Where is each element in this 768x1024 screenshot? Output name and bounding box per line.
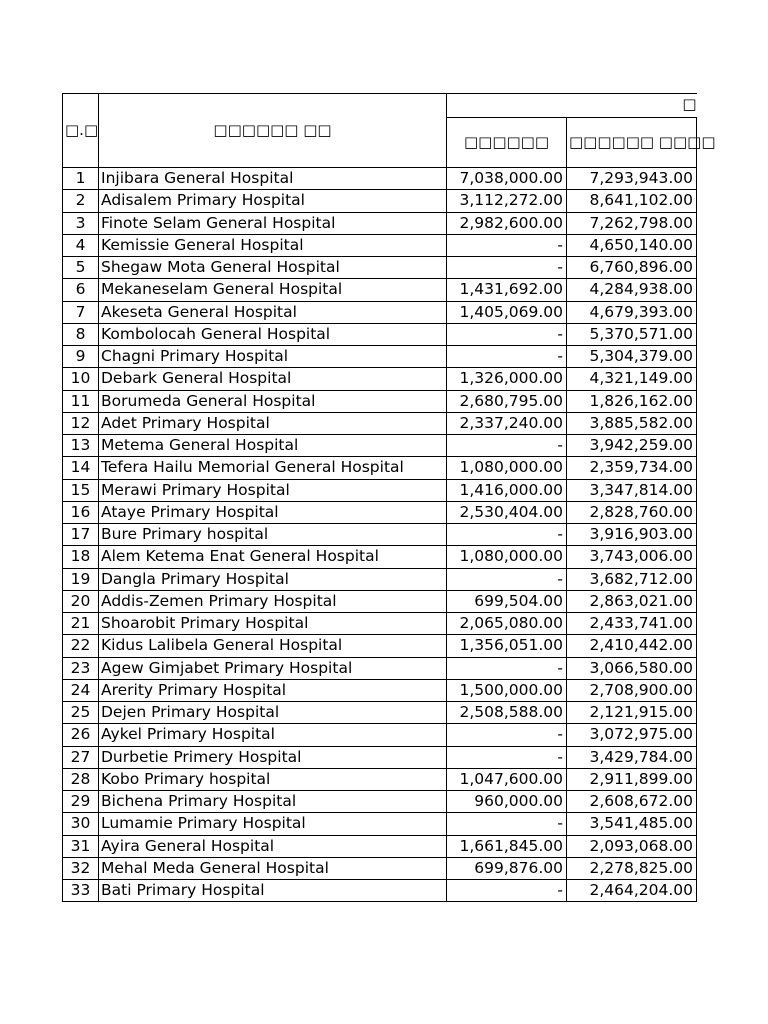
row-number-cell[interactable]: 21 xyxy=(63,613,99,635)
amount-col1-cell[interactable]: 1,500,000.00 xyxy=(447,679,567,701)
spreadsheet xyxy=(62,93,716,902)
amount-col1-cell[interactable]: - xyxy=(447,435,567,457)
amount-col2-cell[interactable]: 8,641,102.00 xyxy=(567,190,697,212)
table-row xyxy=(63,813,697,835)
amount-col2-cell[interactable]: 3,541,485.00 xyxy=(567,813,697,835)
table-row xyxy=(63,346,697,368)
table-row xyxy=(63,368,697,390)
amount-col2-cell[interactable]: 3,743,006.00 xyxy=(567,546,697,568)
amount-col2-cell[interactable]: 7,262,798.00 xyxy=(567,212,697,234)
amount-col2-cell[interactable]: 5,370,571.00 xyxy=(567,323,697,345)
row-number-cell[interactable]: 28 xyxy=(63,768,99,790)
row-number-cell[interactable]: 33 xyxy=(63,880,99,902)
hospital-name-cell[interactable]: Agew Gimjabet Primary Hospital xyxy=(99,657,447,679)
table-row xyxy=(63,457,697,479)
row-number-cell[interactable]: 32 xyxy=(63,857,99,879)
amount-col2-cell[interactable]: 4,650,140.00 xyxy=(567,234,697,256)
header-row-top xyxy=(63,94,697,118)
row-number-cell[interactable]: 14 xyxy=(63,457,99,479)
hospital-name-cell[interactable]: Dejen Primary Hospital xyxy=(99,702,447,724)
table-row xyxy=(63,212,697,234)
hospital-name-cell[interactable]: Mehal Meda General Hospital xyxy=(99,857,447,879)
hospital-name-cell[interactable]: Shoarobit Primary Hospital xyxy=(99,613,447,635)
table-row xyxy=(63,768,697,790)
amount-col1-cell[interactable]: 1,661,845.00 xyxy=(447,835,567,857)
amount-col2-cell[interactable]: 4,284,938.00 xyxy=(567,279,697,301)
row-number-cell[interactable]: 2 xyxy=(63,190,99,212)
amount-col1-cell[interactable]: 1,356,051.00 xyxy=(447,635,567,657)
row-number-cell[interactable]: 20 xyxy=(63,590,99,612)
hospital-name-cell[interactable]: Durbetie Primery Hospital xyxy=(99,746,447,768)
amount-col1-cell[interactable]: 7,038,000.00 xyxy=(447,168,567,190)
amount-col1-cell[interactable]: 699,876.00 xyxy=(447,857,567,879)
hospital-name-cell[interactable]: Adet Primary Hospital xyxy=(99,412,447,434)
hospital-name-cell[interactable]: Aykel Primary Hospital xyxy=(99,724,447,746)
hospital-name-cell[interactable]: Alem Ketema Enat General Hospital xyxy=(99,546,447,568)
hospital-name-cell[interactable]: Metema General Hospital xyxy=(99,435,447,457)
table-row xyxy=(63,702,697,724)
amount-col1-cell[interactable]: - xyxy=(447,880,567,902)
amount-col1-cell[interactable]: 1,326,000.00 xyxy=(447,368,567,390)
hospital-name-cell[interactable]: Debark General Hospital xyxy=(99,368,447,390)
row-number-cell[interactable]: 16 xyxy=(63,501,99,523)
hospital-name-cell[interactable]: Lumamie Primary Hospital xyxy=(99,813,447,835)
hospital-name-cell[interactable]: Addis-Zemen Primary Hospital xyxy=(99,590,447,612)
table-row xyxy=(63,679,697,701)
hospital-name-cell[interactable]: Bure Primary hospital xyxy=(99,524,447,546)
table-row xyxy=(63,390,697,412)
amount-col2-cell[interactable]: 2,359,734.00 xyxy=(567,457,697,479)
hospital-name-cell[interactable]: Akeseta General Hospital xyxy=(99,301,447,323)
table-row xyxy=(63,412,697,434)
hospital-name-cell[interactable]: Finote Selam General Hospital xyxy=(99,212,447,234)
table-row xyxy=(63,546,697,568)
amount-col1-cell[interactable]: - xyxy=(447,524,567,546)
hospital-name-cell[interactable]: Kemissie General Hospital xyxy=(99,234,447,256)
hospital-name-cell[interactable]: Adisalem Primary Hospital xyxy=(99,190,447,212)
facility-header[interactable]: □□□□□□ □□ xyxy=(99,94,447,168)
table-row xyxy=(63,746,697,768)
amount-col2-cell[interactable]: 3,916,903.00 xyxy=(567,524,697,546)
table-row xyxy=(63,524,697,546)
hospital-name-cell[interactable]: Kombolocah General Hospital xyxy=(99,323,447,345)
table-row xyxy=(63,613,697,635)
amount-col2-cell[interactable]: 2,121,915.00 xyxy=(567,702,697,724)
table-row xyxy=(63,168,697,190)
amount-col2-cell[interactable]: 5,304,379.00 xyxy=(567,346,697,368)
row-number-cell[interactable]: 31 xyxy=(63,835,99,857)
row-number-cell[interactable]: 8 xyxy=(63,323,99,345)
row-number-cell[interactable]: 17 xyxy=(63,524,99,546)
table-row xyxy=(63,323,697,345)
amount-col2-cell[interactable]: 3,347,814.00 xyxy=(567,479,697,501)
amount-col1-cell[interactable]: 1,416,000.00 xyxy=(447,479,567,501)
amount-col2-cell[interactable]: 3,072,975.00 xyxy=(567,724,697,746)
amount-col1-cell[interactable]: - xyxy=(447,346,567,368)
amount-col1-cell[interactable]: 2,530,404.00 xyxy=(447,501,567,523)
table-row xyxy=(63,234,697,256)
hospital-name-cell[interactable]: Borumeda General Hospital xyxy=(99,390,447,412)
row-number-cell[interactable]: 30 xyxy=(63,813,99,835)
amount-col2-cell[interactable]: 3,066,580.00 xyxy=(567,657,697,679)
amount-col1-cell[interactable]: 2,982,600.00 xyxy=(447,212,567,234)
amount-col1-cell[interactable]: 1,405,069.00 xyxy=(447,301,567,323)
amount-col2-cell[interactable]: 4,321,149.00 xyxy=(567,368,697,390)
amount-col2-cell[interactable]: 4,679,393.00 xyxy=(567,301,697,323)
table-row xyxy=(63,590,697,612)
table-body xyxy=(63,94,716,902)
table-row xyxy=(63,568,697,590)
amount-col1-cell[interactable]: 2,337,240.00 xyxy=(447,412,567,434)
row-number-cell[interactable]: 19 xyxy=(63,568,99,590)
hospital-name-cell[interactable]: Kidus Lalibela General Hospital xyxy=(99,635,447,657)
table-row xyxy=(63,301,697,323)
amount-col1-cell[interactable]: 3,112,272.00 xyxy=(447,190,567,212)
row-number-cell[interactable]: 24 xyxy=(63,679,99,701)
row-number-cell[interactable]: 12 xyxy=(63,412,99,434)
table-row xyxy=(63,791,697,813)
table-row xyxy=(63,880,697,902)
row-number-cell[interactable]: 5 xyxy=(63,257,99,279)
amount-col2-cell[interactable]: 6,760,896.00 xyxy=(567,257,697,279)
amount-col2-cell[interactable]: 2,608,672.00 xyxy=(567,791,697,813)
amount-col1-cell[interactable]: - xyxy=(447,813,567,835)
hospital-name-cell[interactable]: Shegaw Mota General Hospital xyxy=(99,257,447,279)
amount-col2-cell[interactable]: 3,682,712.00 xyxy=(567,568,697,590)
amount-col1-cell[interactable]: 960,000.00 xyxy=(447,791,567,813)
row-number-cell[interactable]: 9 xyxy=(63,346,99,368)
table-row xyxy=(63,835,697,857)
amount-col2-cell[interactable]: 2,911,899.00 xyxy=(567,768,697,790)
table-row xyxy=(63,724,697,746)
amount-col2-cell[interactable]: 2,093,068.00 xyxy=(567,835,697,857)
amount-col1-cell[interactable]: 1,047,600.00 xyxy=(447,768,567,790)
amount-col1-cell[interactable]: 2,680,795.00 xyxy=(447,390,567,412)
hospital-name-cell[interactable]: Bichena Primary Hospital xyxy=(99,791,447,813)
hospital-budget-table xyxy=(62,93,716,902)
hospital-name-cell[interactable]: Arerity Primary Hospital xyxy=(99,679,447,701)
amount-col2-cell[interactable]: 2,410,442.00 xyxy=(567,635,697,657)
table-row xyxy=(63,279,697,301)
amount-col2-cell[interactable]: 2,278,825.00 xyxy=(567,857,697,879)
amount-col1-cell[interactable]: - xyxy=(447,257,567,279)
row-number-cell[interactable]: 1 xyxy=(63,168,99,190)
amount-col2-cell[interactable]: 2,464,204.00 xyxy=(567,880,697,902)
amount-col1-cell[interactable]: 699,504.00 xyxy=(447,590,567,612)
hospital-name-cell[interactable]: Mekaneselam General Hospital xyxy=(99,279,447,301)
amount-col1-cell[interactable]: 2,065,080.00 xyxy=(447,613,567,635)
row-number-cell[interactable]: 7 xyxy=(63,301,99,323)
row-number-cell[interactable]: 15 xyxy=(63,479,99,501)
amount-col1-cell[interactable]: - xyxy=(447,724,567,746)
row-number-cell[interactable]: 29 xyxy=(63,791,99,813)
row-number-cell[interactable]: 10 xyxy=(63,368,99,390)
amount-col2-cell[interactable]: 2,828,760.00 xyxy=(567,501,697,523)
row-number-cell[interactable]: 11 xyxy=(63,390,99,412)
sn-header[interactable]: □.□ xyxy=(63,94,99,168)
hospital-name-cell[interactable]: Dangla Primary Hospital xyxy=(99,568,447,590)
row-number-cell[interactable]: 18 xyxy=(63,546,99,568)
table-row xyxy=(63,657,697,679)
amount-col2-header[interactable]: □□□□□□ □□□□ xyxy=(567,118,697,168)
row-number-cell[interactable]: 27 xyxy=(63,746,99,768)
hospital-name-cell[interactable]: Kobo Primary hospital xyxy=(99,768,447,790)
amount-col1-cell[interactable]: 1,080,000.00 xyxy=(447,546,567,568)
hospital-name-cell[interactable]: Ayira General Hospital xyxy=(99,835,447,857)
row-number-cell[interactable]: 6 xyxy=(63,279,99,301)
table-row xyxy=(63,479,697,501)
amount-col2-cell[interactable]: 7,293,943.00 xyxy=(567,168,697,190)
amount-col1-cell[interactable]: - xyxy=(447,568,567,590)
table-row xyxy=(63,635,697,657)
table-row xyxy=(63,435,697,457)
amount-col2-cell[interactable]: 3,942,259.00 xyxy=(567,435,697,457)
row-number-cell[interactable]: 25 xyxy=(63,702,99,724)
group-header[interactable]: □ xyxy=(447,94,697,118)
amount-col2-cell[interactable]: 3,885,582.00 xyxy=(567,412,697,434)
row-number-cell[interactable]: 3 xyxy=(63,212,99,234)
amount-col1-cell[interactable]: - xyxy=(447,746,567,768)
amount-col1-cell[interactable]: 1,080,000.00 xyxy=(447,457,567,479)
amount-col1-header[interactable]: □□□□□□ xyxy=(447,118,567,168)
amount-col2-cell[interactable]: 2,708,900.00 xyxy=(567,679,697,701)
amount-col1-cell[interactable]: - xyxy=(447,234,567,256)
row-number-cell[interactable]: 26 xyxy=(63,724,99,746)
hospital-name-cell[interactable]: Tefera Hailu Memorial General Hospital xyxy=(99,457,447,479)
row-number-cell[interactable]: 22 xyxy=(63,635,99,657)
table-row xyxy=(63,501,697,523)
amount-col2-cell[interactable]: 2,863,021.00 xyxy=(567,590,697,612)
amount-col1-cell[interactable]: 1,431,692.00 xyxy=(447,279,567,301)
row-number-cell[interactable]: 13 xyxy=(63,435,99,457)
hospital-name-cell[interactable]: Chagni Primary Hospital xyxy=(99,346,447,368)
amount-col2-cell[interactable]: 2,433,741.00 xyxy=(567,613,697,635)
hospital-name-cell[interactable]: Ataye Primary Hospital xyxy=(99,501,447,523)
hospital-name-cell[interactable]: Bati Primary Hospital xyxy=(99,880,447,902)
amount-col2-cell[interactable]: 3,429,784.00 xyxy=(567,746,697,768)
amount-col1-cell[interactable]: 2,508,588.00 xyxy=(447,702,567,724)
amount-col1-cell[interactable]: - xyxy=(447,323,567,345)
table-row xyxy=(63,857,697,879)
row-number-cell[interactable]: 23 xyxy=(63,657,99,679)
table-row xyxy=(63,190,697,212)
hospital-name-cell[interactable]: Injibara General Hospital xyxy=(99,168,447,190)
table-row xyxy=(63,257,697,279)
amount-col2-cell[interactable]: 1,826,162.00 xyxy=(567,390,697,412)
row-number-cell[interactable]: 4 xyxy=(63,234,99,256)
amount-col1-cell[interactable]: - xyxy=(447,657,567,679)
hospital-name-cell[interactable]: Merawi Primary Hospital xyxy=(99,479,447,501)
